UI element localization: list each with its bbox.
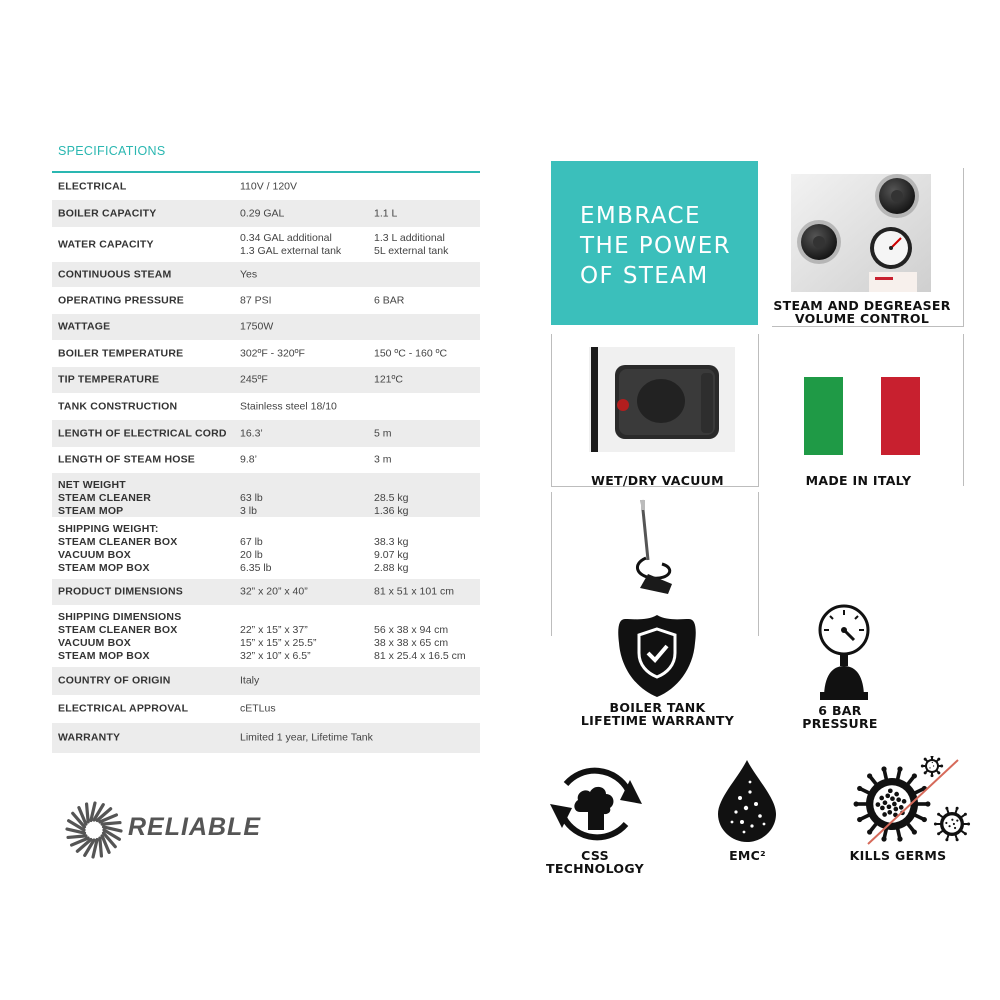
spec-value: 1.3 L additional 5L external tank [374,231,449,257]
germs-icon [848,756,972,848]
spec-label: LENGTH OF STEAM HOSE [58,453,196,466]
specs-table [52,173,480,753]
spec-label: ELECTRICAL APPROVAL [58,702,189,715]
spec-value: Yes [240,268,258,280]
spec-value: Stainless steel 18/10 [240,400,337,412]
spec-label: NET WEIGHT STEAM CLEANER STEAM MOP [58,479,152,517]
spec-label: WATER CAPACITY [58,238,154,250]
spec-value: 1.1 L [374,207,398,219]
caption-steam-control: STEAM AND DEGREASER VOLUME CONTROL [773,298,951,326]
spec-row [52,605,480,667]
promo-line: OF STEAM [580,263,709,289]
divider [963,168,964,326]
spec-value: 9.8’ [240,453,257,466]
spec-value: 63 lb 3 lb [240,492,263,517]
specs-title: SPECIFICATIONS [58,144,166,158]
spec-row [52,393,480,420]
spec-value: 67 lb 20 lb 6.35 lb [240,536,272,574]
promo-text [580,201,731,291]
spec-row [52,473,480,517]
spec-label: SHIPPING DIMENSIONS STEAM CLEANER BOX VACUUM BOX STEAM MOP BOX [58,611,182,662]
spec-value: 302ºF - 320ºF [240,347,305,359]
spec-value: 22” x 15” x 37” 15” x 15” x 25.5” 32” x 10” x 6.5” [240,624,317,662]
spec-row [52,723,480,753]
spec-value: 245ºF [240,373,268,386]
divider [772,326,964,327]
control-panel-photo [791,174,931,292]
spec-value: 16.3’ [240,427,263,439]
spec-label: CONTINUOUS STEAM [58,268,172,280]
spec-value: 121ºC [374,373,403,386]
divider [551,492,552,636]
shield-check-icon [615,613,699,699]
spec-row [52,420,480,447]
spec-value: 3 m [374,453,392,466]
spec-label: WATTAGE [58,320,111,333]
spec-label: WARRANTY [58,731,121,744]
steam-mop-photo [622,498,684,598]
spec-label: BOILER TEMPERATURE [58,347,184,359]
spec-label: PRODUCT DIMENSIONS [58,585,183,598]
spec-value: 1750W [240,320,274,333]
spec-row [52,695,480,723]
spec-row [52,200,480,227]
divider [758,334,759,486]
caption-germs: KILLS GERMS [849,848,947,863]
spec-row [52,287,480,314]
spec-value: 0.29 GAL [240,207,285,219]
spec-row [52,314,480,340]
spec-value: 32” x 20” x 40” [240,585,308,598]
italy-flag-icon [804,377,920,455]
spec-value: 150 ºC - 160 ºC [374,347,448,359]
vacuum-photo [589,347,735,452]
spec-value: Limited 1 year, Lifetime Tank [240,731,373,744]
caption-warranty: BOILER TANK LIFETIME WARRANTY [580,700,735,728]
spec-row [52,667,480,695]
spec-row [52,173,480,200]
caption-vacuum: WET/DRY VACUUM [591,473,724,488]
spec-value: 56 x 38 x 94 cm 38 x 38 x 65 cm 81 x 25.4 x 16.5 cm [374,624,466,662]
spec-label: BOILER CAPACITY [58,207,157,219]
spec-label: SHIPPING WEIGHT: STEAM CLEANER BOX VACUUM BOX STEAM MOP BOX [58,523,178,574]
spec-value: 6 BAR [374,294,405,306]
caption-pressure: 6 BAR PRESSURE [802,703,878,731]
spec-row [52,340,480,367]
spec-value: 110V / 120V [240,180,298,192]
spec-value: 38.3 kg 9.07 kg 2.88 kg [374,536,409,574]
spec-row [52,262,480,287]
spec-row [52,367,480,393]
spec-value: 28.5 kg 1.36 kg [374,492,409,517]
spec-value: 5 m [374,427,392,439]
promo-panel [551,161,758,325]
spec-value: 81 x 51 x 101 cm [374,585,454,598]
divider [551,334,552,486]
spec-label: ELECTRICAL [58,180,127,192]
divider [758,492,759,636]
spec-label: LENGTH OF ELECTRICAL CORD [58,427,227,439]
spec-value: Italy [240,674,260,687]
pressure-gauge-icon [814,604,874,700]
caption-css: CSS TECHNOLOGY [546,848,644,876]
spec-label: COUNTRY OF ORIGIN [58,674,171,687]
caption-italy: MADE IN ITALY [805,473,912,488]
spec-value: 87 PSI [240,294,272,306]
caption-emc: EMC² [729,848,766,863]
spec-row [52,227,480,262]
spec-value: 0.34 GAL additional 1.3 GAL external tank [240,231,342,257]
divider [963,334,964,486]
promo-line: THE POWER [580,233,732,259]
spec-label: OPERATING PRESSURE [58,294,184,306]
spec-label: TANK CONSTRUCTION [58,400,178,412]
spec-row [52,517,480,579]
spec-row [52,579,480,605]
spec-value: cETLus [240,702,276,715]
reliable-logo-icon [64,800,124,860]
emc-drop-icon [716,758,778,844]
css-steam-icon [546,764,646,844]
promo-line: EMBRACE [580,203,701,229]
brand-name: RELIABLE [128,813,261,841]
spec-label: TIP TEMPERATURE [58,373,160,386]
spec-row [52,447,480,473]
